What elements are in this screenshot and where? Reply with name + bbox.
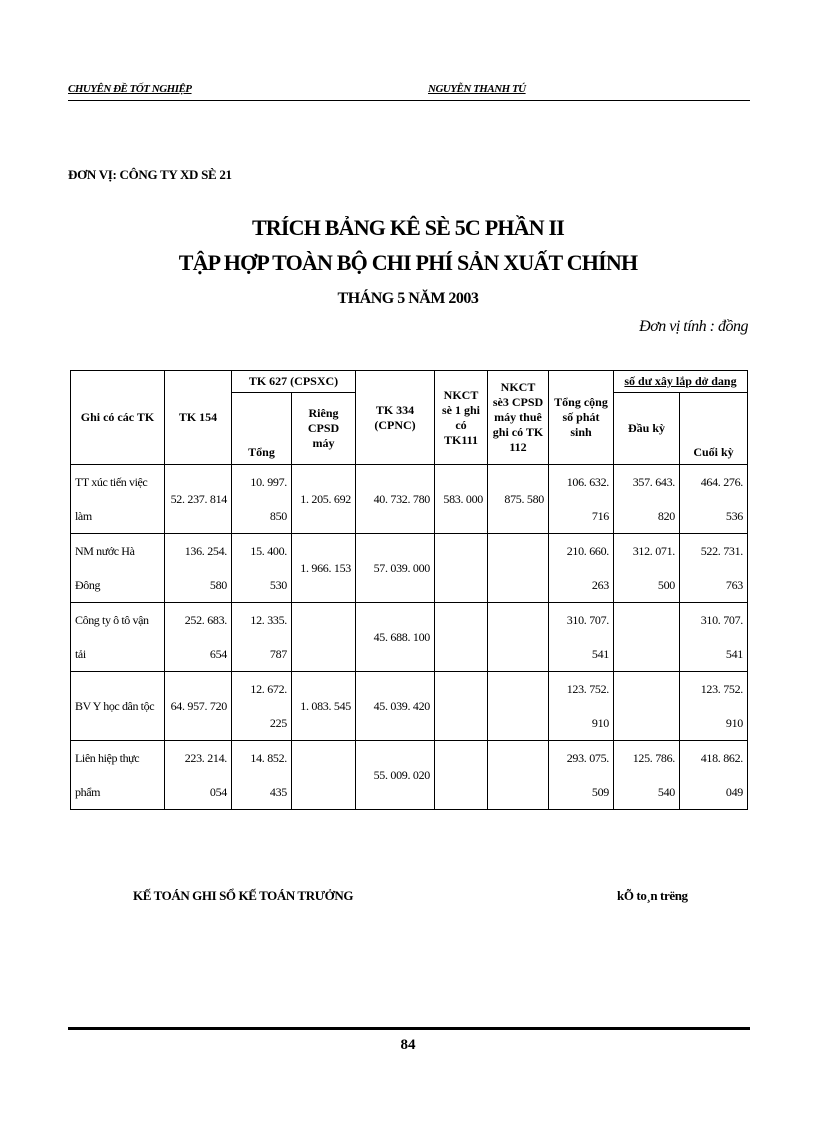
row-name: NM nước Hà Đông [71,534,165,603]
header-divider [68,100,750,101]
currency-unit: Đơn vị tính : đồng [639,318,748,335]
cell-nkct3 [488,672,549,741]
table-row [71,672,748,741]
cell-dau-ky [614,672,680,741]
cell-dau-ky: 125. 786. 540 [614,741,680,810]
cost-summary-table [70,370,748,810]
cell-tk334: 45. 039. 420 [356,672,435,741]
document-title-line3: THÁNG 5 NĂM 2003 [337,290,479,307]
header-tk334: TK 334 (CPNC) [356,371,435,465]
cell-tong-cong: 293. 075. 509 [549,741,614,810]
header-nkct3: NKCT sè3 CPSD máy thuê ghi có TK 112 [488,371,549,465]
header-tong: Tổng [232,393,292,465]
cell-tk334: 55. 009. 020 [356,741,435,810]
cell-dau-ky: 312. 071. 500 [614,534,680,603]
cell-nkct1 [435,534,488,603]
organization-unit: ĐƠN VỊ: CÔNG TY XD SÈ 21 [68,167,232,182]
cell-nkct3 [488,741,549,810]
cell-tk334: 57. 039. 000 [356,534,435,603]
cell-cuoi-ky: 522. 731. 763 [680,534,748,603]
table-row [71,465,748,534]
cell-nkct1 [435,603,488,672]
cell-nkct3 [488,534,549,603]
row-name: Liên hiệp thực phẩm [71,741,165,810]
cell-tong-cong: 106. 632. 716 [549,465,614,534]
header-tk627: TK 627 (CPSXC) [232,371,356,393]
document-title-line2: TẬP HỢP TOÀN BỘ CHI PHÍ SẢN XUẤT CHÍNH [178,250,638,275]
cell-rieng [292,741,356,810]
cell-tk334: 45. 688. 100 [356,603,435,672]
row-name: Công ty ô tô vận tải [71,603,165,672]
cell-tk154: 64. 957. 720 [165,672,232,741]
header-tong-cong: Tổng cộng số phát sinh [549,371,614,465]
cell-tong-cong: 123. 752. 910 [549,672,614,741]
footer-divider [68,1027,750,1030]
cell-rieng: 1. 083. 545 [292,672,356,741]
cell-tk154: 252. 683. 654 [165,603,232,672]
cell-nkct1 [435,672,488,741]
header-row-1 [71,371,748,393]
table-row [71,534,748,603]
header-left: CHUYÊN ĐỀ TỐT NGHIỆP [68,83,192,95]
header-so-du: số dư xây lắp dở dang [614,371,748,393]
cell-dau-ky: 357. 643. 820 [614,465,680,534]
page-number: 84 [400,1037,416,1053]
cell-rieng: 1. 205. 692 [292,465,356,534]
cell-tong: 14. 852. 435 [232,741,292,810]
header-dau-ky: Đầu kỳ [614,393,680,465]
header-cuoi-ky: Cuối kỳ [680,393,748,465]
cell-tong: 12. 335. 787 [232,603,292,672]
header-right: NGUYỄN THANH TÚ [428,83,526,95]
cell-tong: 12. 672. 225 [232,672,292,741]
cell-nkct1 [435,741,488,810]
header-tk154: TK 154 [165,371,232,465]
cell-cuoi-ky: 418. 862. 049 [680,741,748,810]
cell-rieng: 1. 966. 153 [292,534,356,603]
row-name: BV Y học dân tộc [71,672,165,741]
signature-accountants: KẾ TOÁN GHI SỔ KẾ TOÁN TRƯỞNG [133,888,354,903]
table-row [71,741,748,810]
cell-nkct3: 875. 580 [488,465,549,534]
cell-tk154: 52. 237. 814 [165,465,232,534]
signature-chief-accountant: kÕ to¸n trëng [617,888,688,903]
cell-tong-cong: 210. 660. 263 [549,534,614,603]
row-name: TT xúc tiến việc làm [71,465,165,534]
cell-tong: 10. 997. 850 [232,465,292,534]
cell-tong-cong: 310. 707. 541 [549,603,614,672]
cell-tk154: 223. 214. 054 [165,741,232,810]
header-ghi-co: Ghi có các TK [71,371,165,465]
cell-nkct1: 583. 000 [435,465,488,534]
cell-tong: 15. 400. 530 [232,534,292,603]
cell-dau-ky [614,603,680,672]
cell-nkct3 [488,603,549,672]
cell-cuoi-ky: 464. 276. 536 [680,465,748,534]
cell-rieng [292,603,356,672]
document-title-line1: TRÍCH BẢNG KÊ SÈ 5C PHẦN II [251,215,565,240]
header-nkct1: NKCT sè 1 ghi có TK111 [435,371,488,465]
cell-cuoi-ky: 310. 707. 541 [680,603,748,672]
cell-cuoi-ky: 123. 752. 910 [680,672,748,741]
cell-tk154: 136. 254. 580 [165,534,232,603]
header-rieng: Riêng CPSD máy [292,393,356,465]
cell-tk334: 40. 732. 780 [356,465,435,534]
table-row [71,603,748,672]
